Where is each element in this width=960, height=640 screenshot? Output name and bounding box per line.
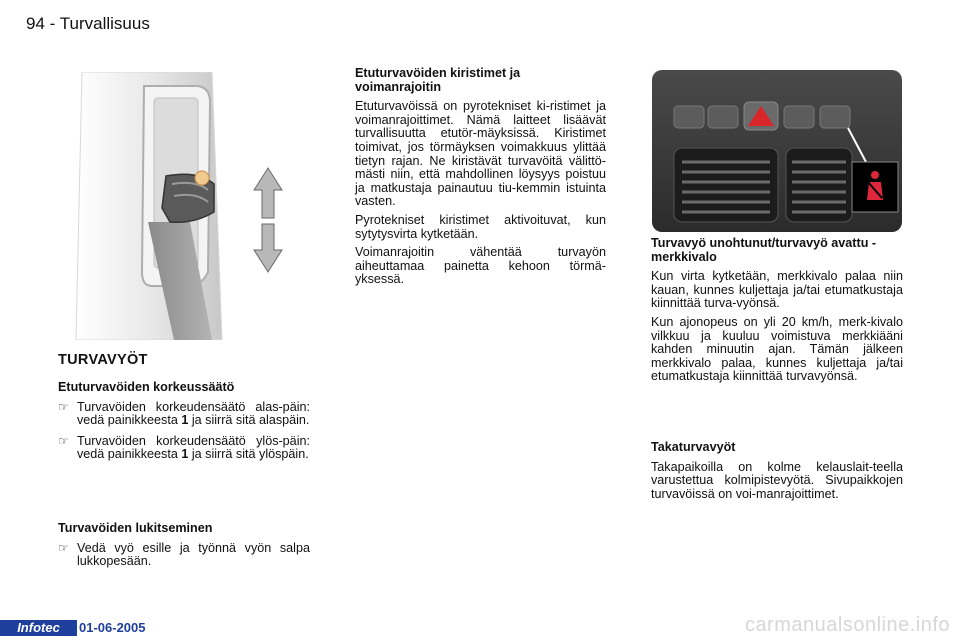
- pretensioners-title: Etuturvavöiden kiristimet ja voimanrajoitin: [355, 66, 521, 94]
- locking-title: Turvavöiden lukitseminen: [58, 521, 213, 535]
- page-number: 94: [26, 14, 45, 33]
- rear-belts-section: [651, 441, 903, 501]
- pretensioners-paragraph-2: Pyrotekniset kiristimet aktivoituvat, kun sytytysvirta kytketään.: [355, 212, 606, 241]
- infotec-logo: Infotec: [0, 620, 77, 636]
- dashboard-warning-lamp-illustration: [652, 70, 902, 232]
- button-number-1: 1: [181, 447, 189, 462]
- pretensioners-paragraph-3: Voimanrajoitin vähentää turvayön aiheuttamaa painetta kehoon törmä-yksessä.: [355, 245, 606, 287]
- height-adjust-title: Etuturvavöiden korkeussäätö: [58, 380, 235, 394]
- page-header: [26, 14, 150, 34]
- pointing-hand-icon: ☞: [58, 540, 69, 555]
- locking-item: ☞ Vedä vyö esille ja työnnä vyön salpa lukkopesään.: [58, 540, 310, 569]
- height-adjust-up-item: ☞ Turvavöiden korkeudensäätö ylös-päin: vedä painikkeesta 1 ja siirrä sitä ylöspäin.: [58, 433, 310, 462]
- section-title: Turvallisuus: [59, 14, 150, 33]
- belt-height-adjuster-illustration: [62, 72, 294, 340]
- right-column: [651, 237, 903, 384]
- seat-belts-heading: TURVAVYÖT: [58, 352, 148, 368]
- button-number-1: 1: [181, 413, 189, 428]
- header-separator: -: [49, 14, 56, 33]
- locking-section: [58, 522, 310, 569]
- height-adjust-down-item: ☞ Turvavöiden korkeudensäätö alas-päin: vedä painikkeesta 1 ja siirrä sitä alaspäin.: [58, 399, 310, 428]
- warning-lamp-title: Turvavyö unohtunut/turvavyö avattu -merkkivalo: [651, 236, 877, 264]
- middle-column: [355, 67, 606, 287]
- footer-date: 01-06-2005: [79, 620, 146, 635]
- warning-lamp-paragraph-1: Kun virta kytketään, merkkivalo palaa niin kauan, kunnes kuljettaja ja/tai etumatkustaja kiinnittää turva-vyönsä.: [651, 269, 903, 311]
- watermark: carmanualsonline.info: [744, 614, 950, 636]
- pointing-hand-icon: ☞: [58, 433, 69, 448]
- pointing-hand-icon: ☞: [58, 399, 69, 414]
- warning-lamp-paragraph-2: Kun ajonopeus on yli 20 km/h, merk-kivalo vilkkuu ja kuuluu voimistuva merkkiääni kahden minuutin ajan. Tämän jälkeen merkkivalo palaa, kunnes kuljettaja ja/tai etumatkustaja kiinnittää turvavyönsä.: [651, 314, 903, 384]
- rear-belts-title: Takaturvavyöt: [651, 440, 736, 454]
- left-column: [58, 352, 310, 462]
- pretensioners-paragraph-1: Etuturvavöissä on pyrotekniset ki-ristimet ja voimanrajoittimet. Nämä laitteet lisäävät turvallisuutta etutör-mäyksissä. Kiristimet toimivat, jos törmäyksen voimakkuus ylittää tietyn rajan. Ne kiristävät turvavöitä välittö-mästi niin, että mahdollinen löysyys poistuu ja matkustaja painautuu tiu-kemmin istuinta vasten.: [355, 99, 606, 209]
- rear-belts-paragraph: Takapaikoilla on kolme kelauslait-teella varustettua kolmipistevyötä. Sivupaikkojen turvavöissä on voi-manrajoittimet.: [651, 459, 903, 501]
